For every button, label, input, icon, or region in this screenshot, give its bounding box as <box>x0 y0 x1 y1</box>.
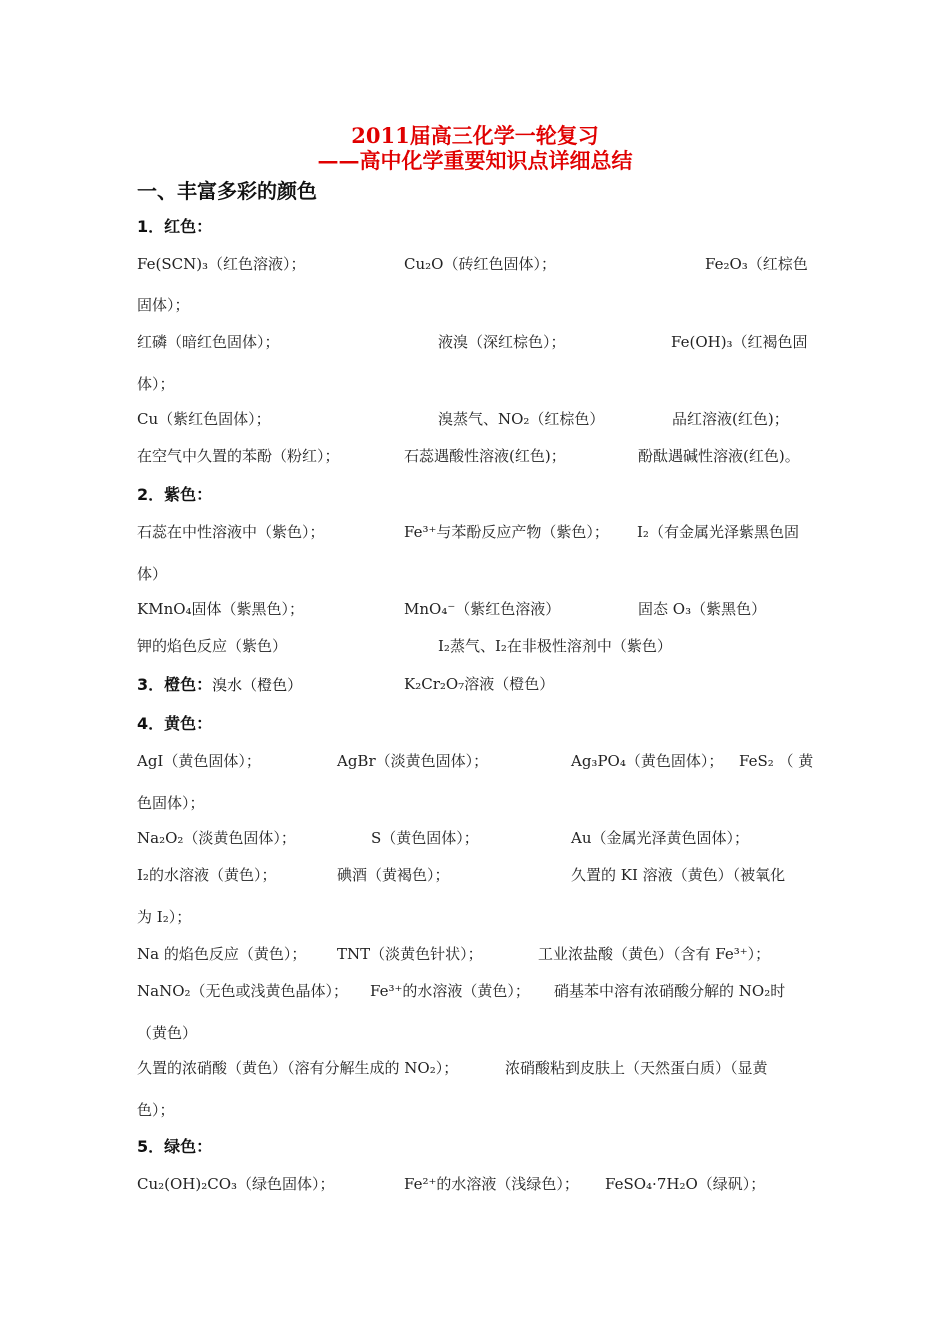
red-item: Cu（紫红色固体）； <box>137 410 271 428</box>
red-item: 固体）； <box>137 296 190 314</box>
green-heading: 5．绿色： <box>137 1137 213 1156</box>
red-item: 红磷（暗红色固体）； <box>137 333 280 351</box>
doc-subtitle: ——高中化学重要知识点详细总结 <box>317 148 633 173</box>
red-item: 石蕊遇酸性溶液(红色)； <box>404 447 566 465</box>
yellow-item: FeS₂ （ 黄 <box>739 752 814 770</box>
purple-item: I₂蒸气、I₂在非极性溶剂中（紫色） <box>438 637 672 655</box>
orange-item: K₂Cr₂O₇溶液（橙色） <box>404 675 555 693</box>
purple-item: Fe³⁺与苯酚反应产物（紫色）； <box>404 523 609 541</box>
yellow-item: Na 的焰色反应（黄色）； <box>137 945 307 963</box>
yellow-item: 色）； <box>137 1101 175 1119</box>
yellow-item: 浓硝酸粘到皮肤上（天然蛋白质）（显黄 <box>505 1059 768 1077</box>
yellow-item: TNT（淡黄色针状）； <box>337 945 483 963</box>
yellow-item: Au（金属光泽黄色固体）； <box>571 829 749 847</box>
yellow-item: 硝基苯中溶有浓硝酸分解的 NO₂时 <box>554 982 786 1000</box>
yellow-item: 色固体）； <box>137 794 205 812</box>
orange-item: 溴水（橙色） <box>212 676 303 694</box>
yellow-item: 为 I₂）； <box>137 908 192 926</box>
doc-title: 2011届高三化学一轮复习 <box>351 123 599 148</box>
yellow-item: （黄色） <box>137 1024 198 1042</box>
purple-item: MnO₄⁻（紫红色溶液） <box>404 600 561 618</box>
green-item: Fe²⁺的水溶液（浅绿色）； <box>404 1175 579 1193</box>
yellow-item: I₂的水溶液（黄色）； <box>137 866 277 884</box>
orange-heading-label: 3．橙色： <box>137 675 213 694</box>
purple-item: I₂（有金属光泽紫黑色固 <box>637 523 799 541</box>
purple-item: 钾的焰色反应（紫色） <box>137 637 288 655</box>
red-item: Fe₂O₃（红棕色 <box>705 255 808 273</box>
purple-heading: 2．紫色： <box>137 485 213 504</box>
red-item: 体）； <box>137 375 175 393</box>
red-item: 酚酞遇碱性溶液(红色)。 <box>638 447 800 465</box>
purple-item: 体） <box>137 565 168 583</box>
red-item: 液溴（深红棕色）； <box>438 333 566 351</box>
red-item: Fe(SCN)₃（红色溶液）； <box>137 255 306 273</box>
purple-item: 固态 O₃（紫黑色） <box>638 600 767 618</box>
section-heading-colors: 一、丰富多彩的颜色 <box>137 179 317 203</box>
yellow-item: 工业浓盐酸（黄色）（含有 Fe³⁺）； <box>538 945 771 963</box>
yellow-item: 久置的浓硝酸（黄色）（溶有分解生成的 NO₂）； <box>137 1059 459 1077</box>
red-heading: 1．红色： <box>137 217 213 236</box>
purple-item: KMnO₄固体（紫黑色）； <box>137 600 305 618</box>
orange-heading <box>137 672 302 695</box>
green-item: FeSO₄·7H₂O（绿矾）； <box>605 1175 766 1193</box>
red-item: Cu₂O（砖红色固体）； <box>404 255 556 273</box>
red-item: Fe(OH)₃（红褐色固 <box>671 333 808 351</box>
yellow-item: 碘酒（黄褐色）； <box>337 866 450 884</box>
yellow-heading: 4．黄色： <box>137 714 213 733</box>
yellow-item: Na₂O₂（淡黄色固体）； <box>137 829 296 847</box>
yellow-item: S（黄色固体）； <box>371 829 479 847</box>
yellow-item: 久置的 KI 溶液（黄色）（被氧化 <box>571 866 786 884</box>
yellow-item: Ag₃PO₄（黄色固体）； <box>571 752 724 770</box>
red-item: 溴蒸气、NO₂（红棕色） <box>438 410 605 428</box>
yellow-item: AgI（黄色固体）； <box>137 752 261 770</box>
red-item: 在空气中久置的苯酚（粉红）； <box>137 447 340 465</box>
red-item: 品红溶液(红色)； <box>672 410 789 428</box>
yellow-item: Fe³⁺的水溶液（黄色）； <box>370 982 530 1000</box>
yellow-item: NaNO₂（无色或浅黄色晶体）； <box>137 982 349 1000</box>
green-item: Cu₂(OH)₂CO₃（绿色固体）； <box>137 1175 335 1193</box>
yellow-item: AgBr（淡黄色固体）； <box>337 752 489 770</box>
purple-item: 石蕊在中性溶液中（紫色）； <box>137 523 325 541</box>
